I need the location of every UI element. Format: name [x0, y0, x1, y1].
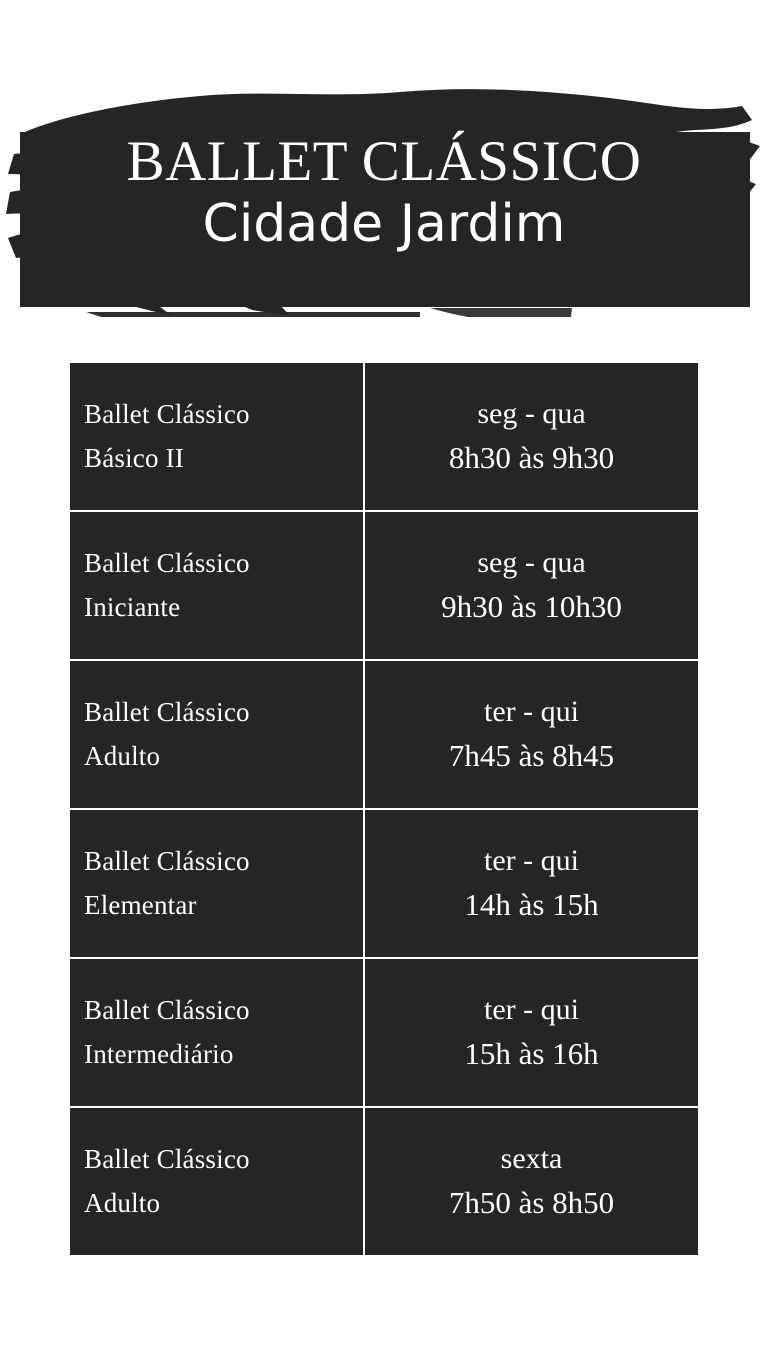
class-name-line-1: Ballet Clássico [84, 547, 250, 578]
page-subtitle: Cidade Jardim [202, 193, 566, 254]
class-name-line-2: Adulto [84, 740, 161, 771]
banner-text-block [0, 62, 768, 317]
class-name-line-1: Ballet Clássico [84, 994, 250, 1025]
page-title: BALLET CLÁSSICO [126, 129, 642, 193]
class-name-line-2: Intermediário [84, 1038, 234, 1069]
table-row [70, 810, 698, 957]
class-name-line-1: Ballet Clássico [84, 845, 250, 876]
class-name-cell [70, 959, 363, 1106]
class-time-cell [365, 512, 698, 659]
class-name-cell [70, 661, 363, 808]
class-days: seg - qua [477, 546, 586, 580]
table-row [70, 363, 698, 510]
class-name-line-1: Ballet Clássico [84, 398, 250, 429]
class-name-line-1: Ballet Clássico [84, 1143, 250, 1174]
class-days: ter - qui [484, 993, 579, 1027]
class-time-cell [365, 959, 698, 1106]
class-days: ter - qui [484, 844, 579, 878]
table-row [70, 512, 698, 659]
class-name-cell [70, 1108, 363, 1255]
class-name-cell [70, 363, 363, 510]
class-time-cell [365, 1108, 698, 1255]
class-hours: 15h às 16h [464, 1035, 599, 1071]
class-hours: 7h45 às 8h45 [448, 737, 615, 773]
class-schedule-table [70, 363, 698, 1255]
class-days: seg - qua [477, 397, 586, 431]
class-days: sexta [500, 1142, 563, 1176]
class-name-cell [70, 512, 363, 659]
class-name-cell [70, 810, 363, 957]
class-name-line-2: Elementar [84, 889, 197, 920]
class-hours: 14h às 15h [464, 886, 599, 922]
class-hours: 7h50 às 8h50 [448, 1184, 615, 1220]
table-row [70, 661, 698, 808]
class-hours: 8h30 às 9h30 [448, 439, 615, 475]
class-time-cell [365, 661, 698, 808]
class-name-line-2: Iniciante [84, 591, 181, 622]
class-name-line-2: Adulto [84, 1187, 161, 1218]
table-row [70, 1108, 698, 1255]
header-banner [0, 62, 768, 317]
class-name-line-2: Básico II [84, 442, 185, 473]
class-days: ter - qui [484, 695, 579, 729]
class-time-cell [365, 810, 698, 957]
table-row [70, 959, 698, 1106]
class-hours: 9h30 às 10h30 [441, 588, 622, 624]
class-time-cell [365, 363, 698, 510]
class-name-line-1: Ballet Clássico [84, 696, 250, 727]
